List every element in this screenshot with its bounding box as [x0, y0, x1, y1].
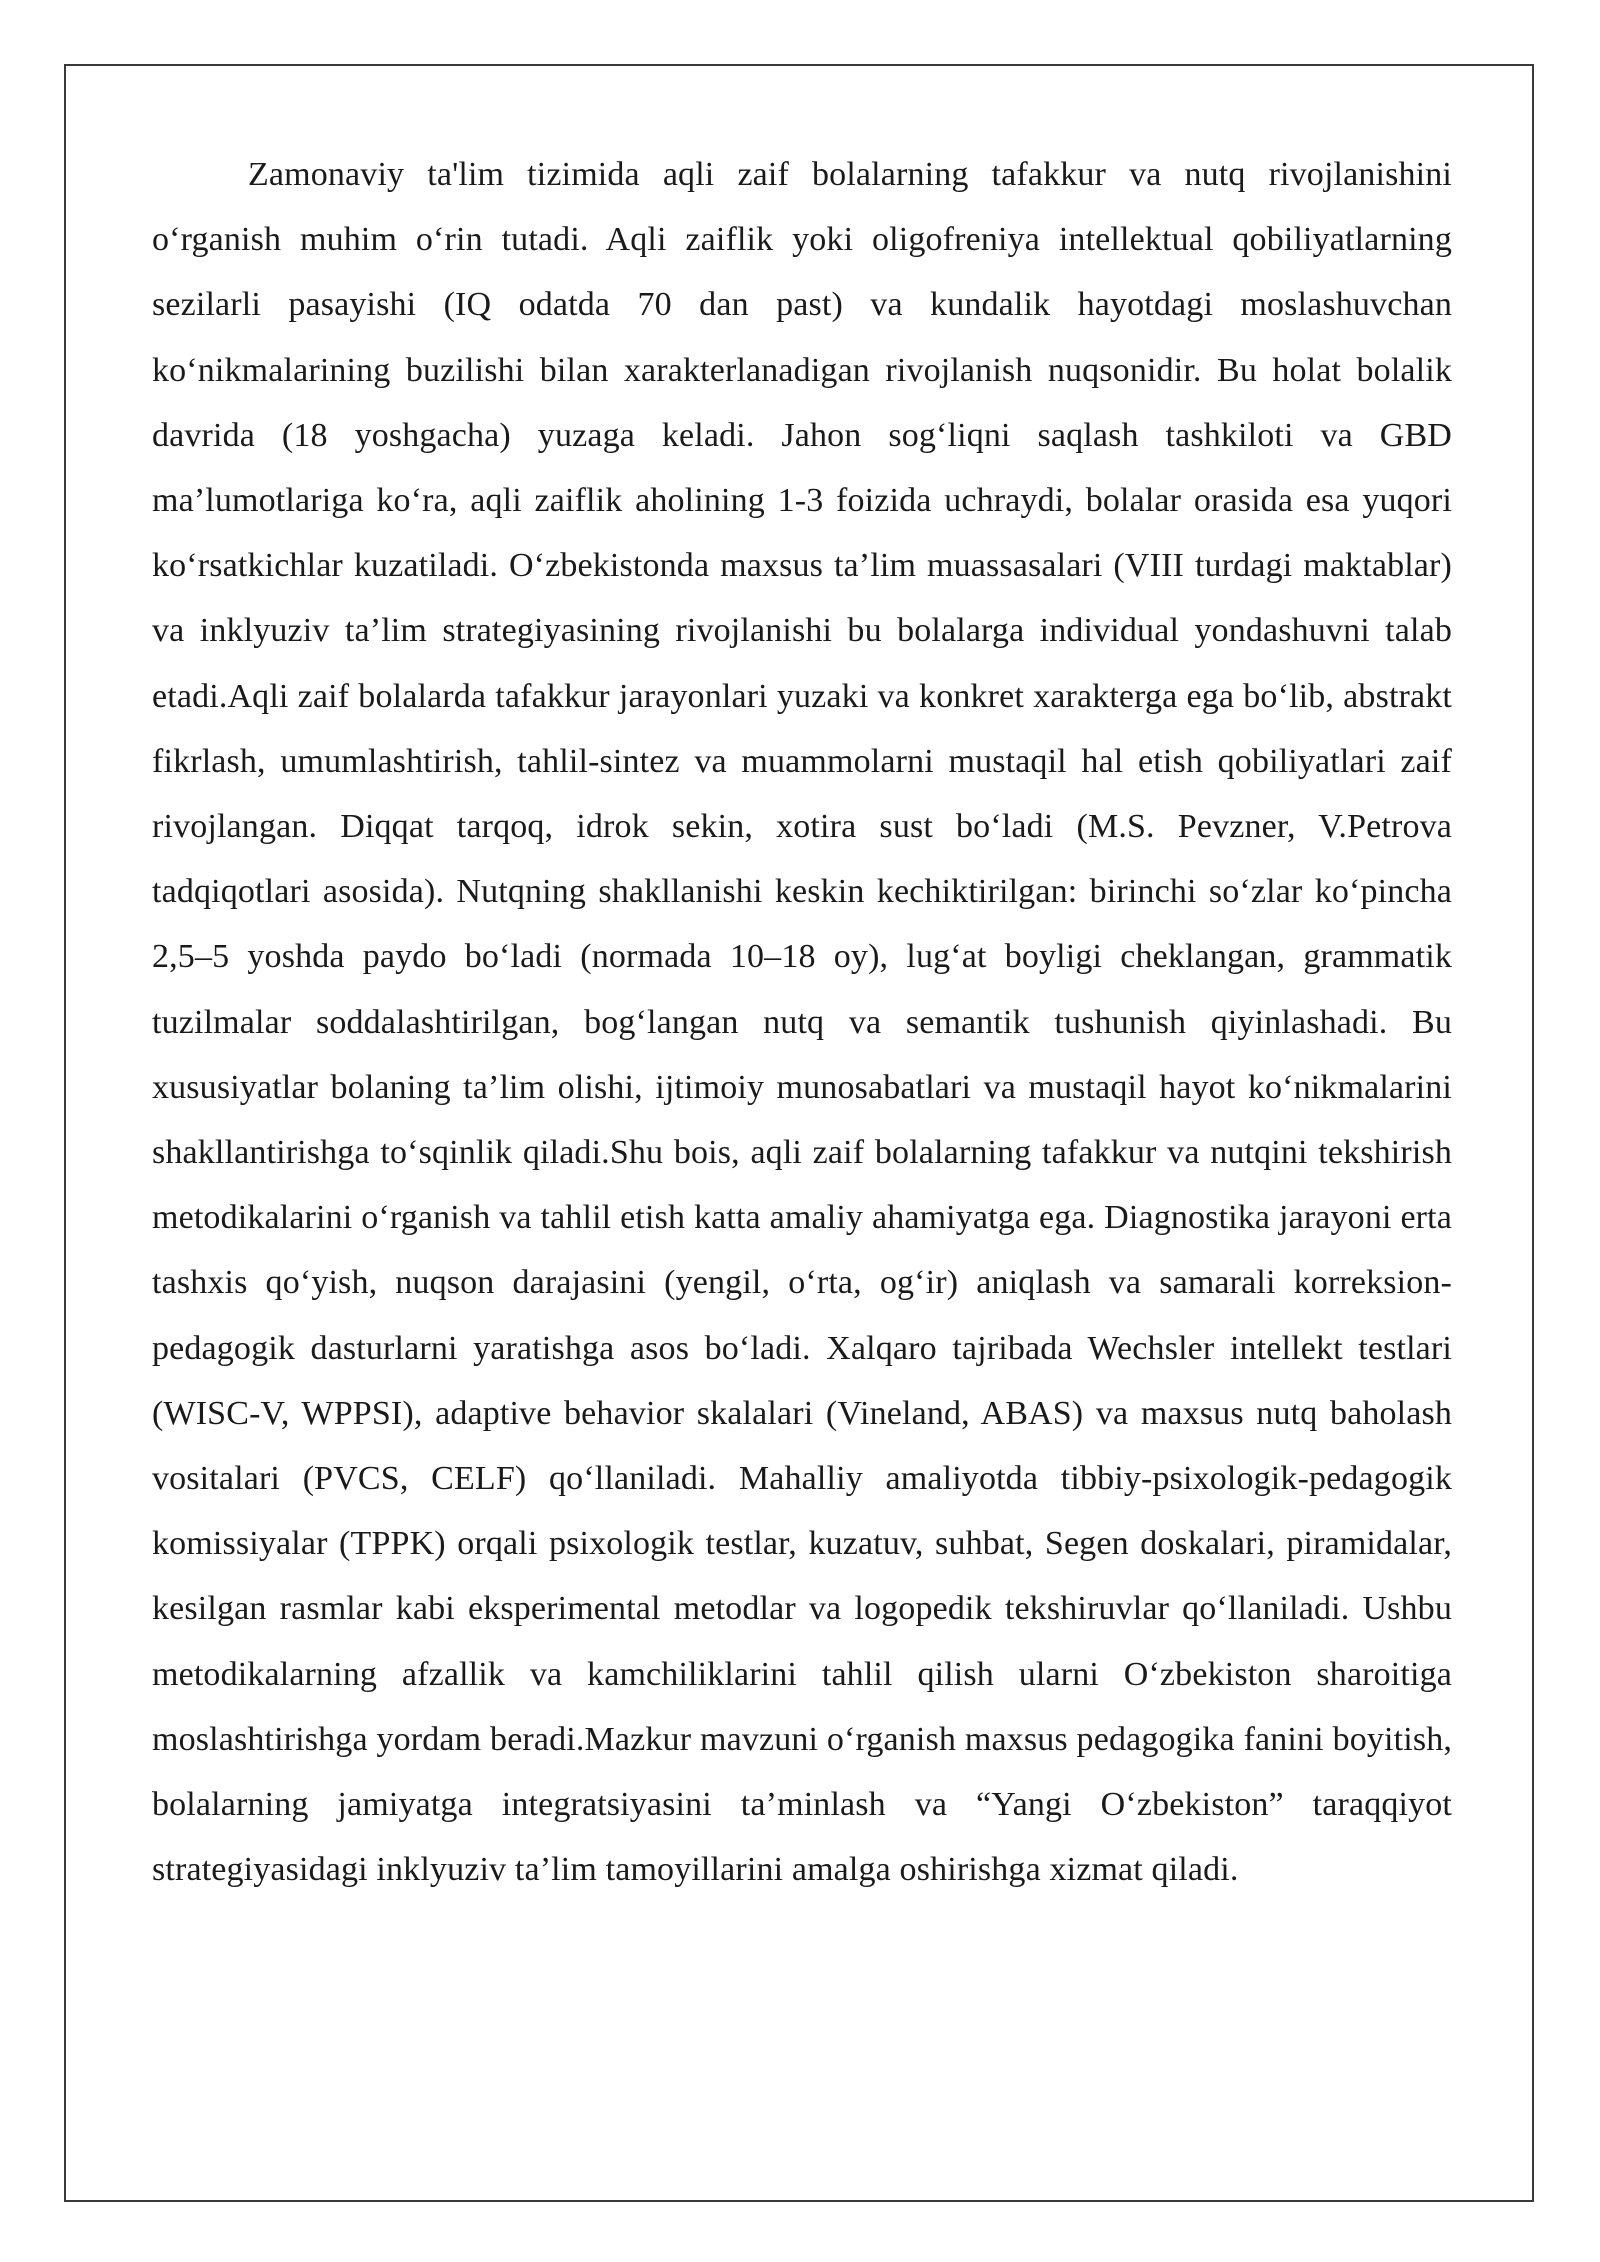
body-paragraph: Zamonaviy ta'lim tizimida aqli zaif bolalarning tafakkur va nutq rivojlanishini o‘rganish muhim o‘rin tutadi. Aqli zaiflik yoki oligofreniya intellektual qobiliyatlarning sezilarli pasayishi (IQ odatda 70 dan past) va kundalik hayotdagi moslashuvchan ko‘nikmalarining buzilishi bilan xarakterlanadigan rivojlanish nuqsonidir. Bu holat bolalik davrida (18 yoshgacha) yuzaga keladi. Jahon sog‘liqni saqlash tashkiloti va GBD ma’lumotlariga ko‘ra, aqli zaiflik aholining 1-3 foizida uchraydi, bolalar orasida esa yuqori ko‘rsatkichlar kuzatiladi. O‘zbekistonda maxsus ta’lim muassasalari (VIII turdagi maktablar) va inklyuziv ta’lim strategiyasining rivojlanishi bu bolalarga individual yondashuvni talab etadi.Aqli zaif bolalarda tafakkur jarayonlari yuzaki va konkret xarakterga ega bo‘lib, abstrakt fikrlash, umumlashtirish, tahlil-sintez va muammolarni mustaqil hal etish qobiliyatlari zaif rivojlangan. Diqqat tarqoq, idrok sekin, xotira sust bo‘ladi (M.S. Pevzner, V.Petrova tadqiqotlari asosida). Nutqning shakllanishi keskin kechiktirilgan: birinchi so‘zlar ko‘pincha 2,5–5 yoshda paydo bo‘ladi (normada 10–18 oy), lug‘at boyligi cheklangan, grammatik tuzilmalar soddalashtirilgan, bog‘langan nutq va semantik tushunish qiyinlashadi. Bu xususiyatlar bolaning ta’lim olishi, ijtimoiy munosabatlari va mustaqil hayot ko‘nikmalarini shakllantirishga to‘sqinlik qiladi.Shu bois, aqli zaif bolalarning tafakkur va nutqini tekshirish metodikalarini o‘rganish va tahlil etish katta amaliy ahamiyatga ega. Diagnostika jarayoni erta tashxis qo‘yish, nuqson darajasini (yengil, o‘rta, og‘ir) aniqlash va samarali korreksion-pedagogik dasturlarni yaratishga asos bo‘ladi. Xalqaro tajribada Wechsler intellekt testlari (WISC-V, WPPSI), adaptive behavior skalalari (Vineland, ABAS) va maxsus nutq baholash vositalari (PVCS, CELF) qo‘llaniladi. Mahalliy amaliyotda tibbiy-psixologik-pedagogik komissiyalar (TPPK) orqali psixologik testlar, kuzatuv, suhbat, Segen doskalari, piramidalar, kesilgan rasmlar kabi eksperimental metodlar va logopedik tekshiruvlar qo‘llaniladi. Ushbu metodikalarning afzallik va kamchiliklarini tahlil qilish ularni O‘zbekiston sharoitiga moslashtirishga yordam beradi.Mazkur mavzuni o‘rganish maxsus pedagogika fanini boyitish, bolalarning jamiyatga integratsiyasini ta’minlash va “Yangi O‘zbekiston” taraqqiyot strategiyasidagi inklyuziv ta’lim tamoyillarini amalga oshirishga xizmat qiladi. — [152, 156, 1452, 1889]
